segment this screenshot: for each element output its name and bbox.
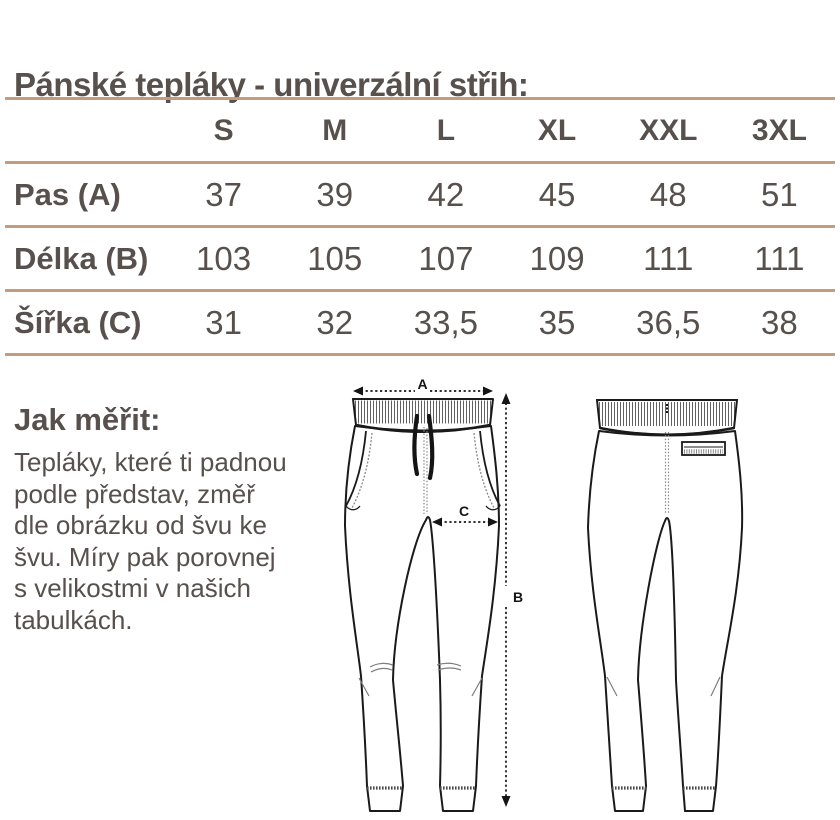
pants-front-view [345, 399, 500, 811]
size-value: 109 [529, 239, 585, 277]
table-row-waist [5, 161, 835, 225]
front-body-outline [345, 426, 499, 811]
size-value: 42 [427, 175, 465, 213]
size-value: 107 [418, 239, 474, 277]
row-label: Šířka (C) [14, 304, 142, 340]
size-value: 39 [316, 175, 354, 213]
measure-text-line: podle představ, změř [14, 478, 255, 509]
size-table-header-row [5, 97, 835, 161]
size-value: 31 [205, 303, 242, 341]
arrow-b-head-bottom [502, 796, 511, 807]
size-value: 45 [538, 175, 576, 213]
size-value: 37 [205, 175, 242, 213]
measure-label-a: A [417, 376, 428, 392]
row-label: Pas (A) [14, 176, 121, 212]
measure-text-line: Tepláky, které ti padnou [14, 447, 287, 477]
size-value: 111 [754, 239, 805, 277]
size-value: 32 [316, 303, 354, 341]
measure-text-line: švu. Míry pak porovnej [14, 541, 276, 572]
size-col-header: M [322, 113, 348, 147]
arrow-b-head-top [502, 393, 511, 404]
arrow-a-head-right [483, 387, 493, 396]
size-value: 33,5 [413, 303, 479, 341]
size-value: 105 [307, 239, 363, 277]
measure-text-line: tabulkách. [14, 604, 133, 635]
pants-back-view [588, 400, 742, 811]
size-value: 103 [196, 239, 252, 277]
size-value: 36,5 [636, 303, 701, 341]
measure-text-line: s velikostmi v našich [14, 573, 251, 603]
pants-diagram [330, 373, 840, 820]
measure-label-c: C [458, 503, 470, 519]
measure-text-line: dle obrázku od švu ke [14, 510, 267, 540]
size-col-header: 3XL [751, 113, 807, 147]
size-value: 35 [538, 303, 576, 341]
size-value: 51 [761, 175, 798, 213]
size-col-header: L [436, 113, 456, 147]
measure-heading: Jak měřit: [14, 402, 161, 437]
size-value: 48 [649, 175, 687, 213]
table-row-length [5, 225, 835, 289]
size-value: 111 [643, 239, 694, 277]
table-row-width [5, 289, 835, 353]
size-col-header: XL [537, 113, 577, 147]
size-table [5, 97, 835, 356]
how-to-measure [14, 402, 326, 636]
size-col-header: S [213, 113, 234, 147]
page-title: Pánské tepláky - univerzální střih: [14, 66, 529, 104]
back-body-outline [588, 431, 742, 811]
measure-label-b: B [513, 589, 524, 605]
size-col-header: XXL [639, 113, 698, 147]
size-value: 38 [761, 303, 798, 341]
table-bottom-rule [5, 353, 835, 356]
row-label: Délka (B) [14, 240, 149, 276]
arrow-a-head-left [353, 387, 363, 396]
